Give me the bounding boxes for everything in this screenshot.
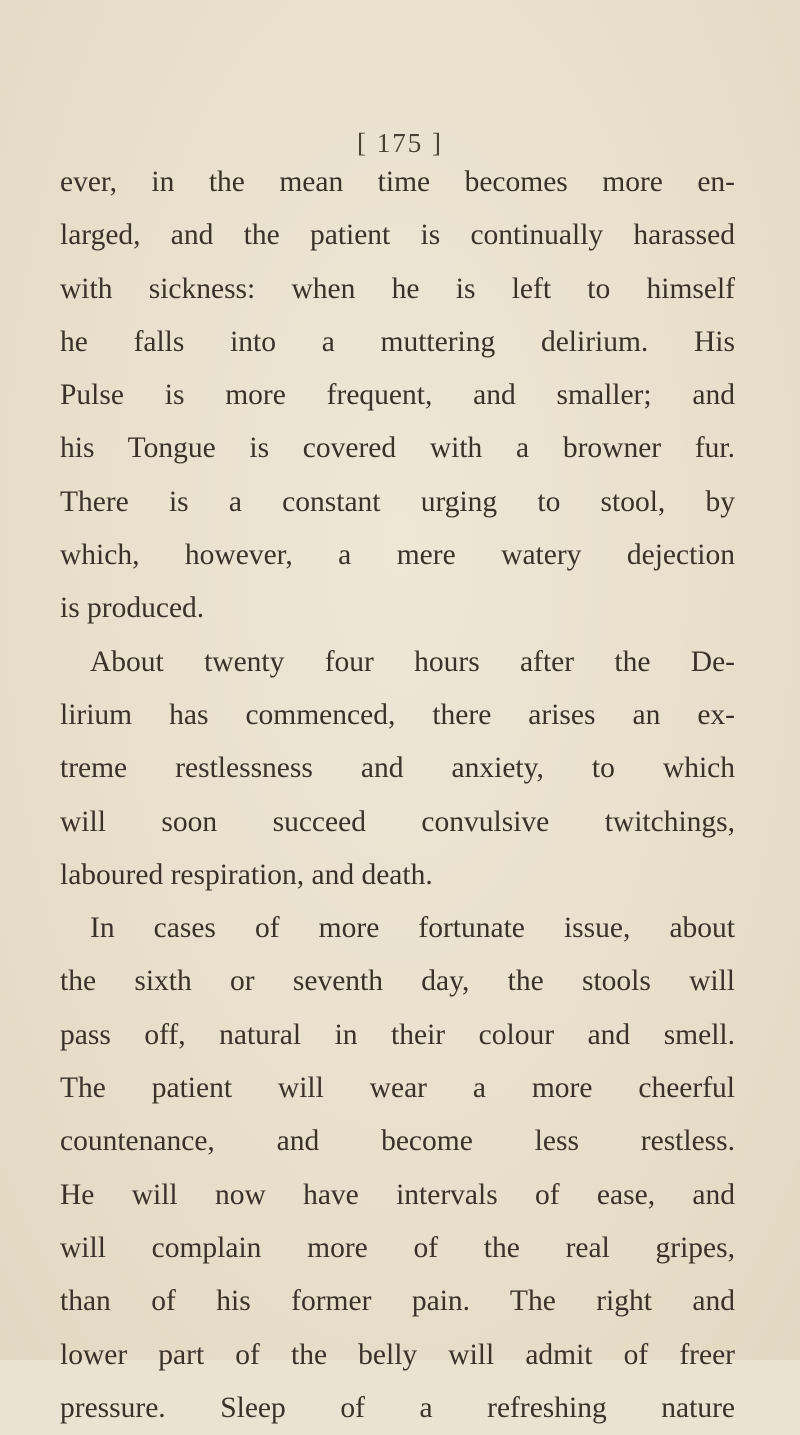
text-line: ever, in the mean time becomes more en- <box>60 166 735 198</box>
paragraph-start-line: About twenty four hours after the De- <box>90 645 735 678</box>
text-line: than of his former pain. The right and <box>60 1285 735 1318</box>
text-line: he falls into a muttering delirium. His <box>60 325 735 358</box>
text-line: the sixth or seventh day, the stools will <box>60 965 735 998</box>
text-line: pass off, natural in their colour and smell. <box>60 1018 735 1051</box>
text-line: Pulse is more frequent, and smaller; and <box>60 379 735 412</box>
page-number: [ 175 ] <box>357 128 443 158</box>
text-line: treme restlessness and anxiety, to which <box>60 752 735 785</box>
text-line: will complain more of the real gripes, <box>60 1231 735 1264</box>
text-line: with sickness: when he is left to himself <box>60 272 735 305</box>
text-line: which, however, a mere watery dejection <box>60 539 735 572</box>
text-line: will soon succeed convulsive twitchings, <box>60 805 735 838</box>
text-line: laboured respiration, and death. <box>60 858 433 891</box>
text-line: He will now have intervals of ease, and <box>60 1178 735 1211</box>
text-line: his Tongue is covered with a browner fur. <box>60 432 735 465</box>
text-line: is produced. <box>60 592 205 625</box>
text-line: lower part of the belly will admit of freer <box>60 1338 735 1371</box>
text-line: pressure. Sleep of a refreshing nature <box>60 1391 735 1424</box>
text-line: lirium has commenced, there arises an ex- <box>60 698 735 731</box>
text-line: The patient will wear a more cheerful <box>60 1072 735 1105</box>
paragraph-start-line: In cases of more fortunate issue, about <box>90 912 735 945</box>
text-line: larged, and the patient is continually harassed <box>60 219 735 252</box>
text-line: There is a constant urging to stool, by <box>60 485 735 518</box>
text-line: countenance, and become less restless. <box>60 1125 735 1158</box>
body-text <box>60 156 735 1435</box>
